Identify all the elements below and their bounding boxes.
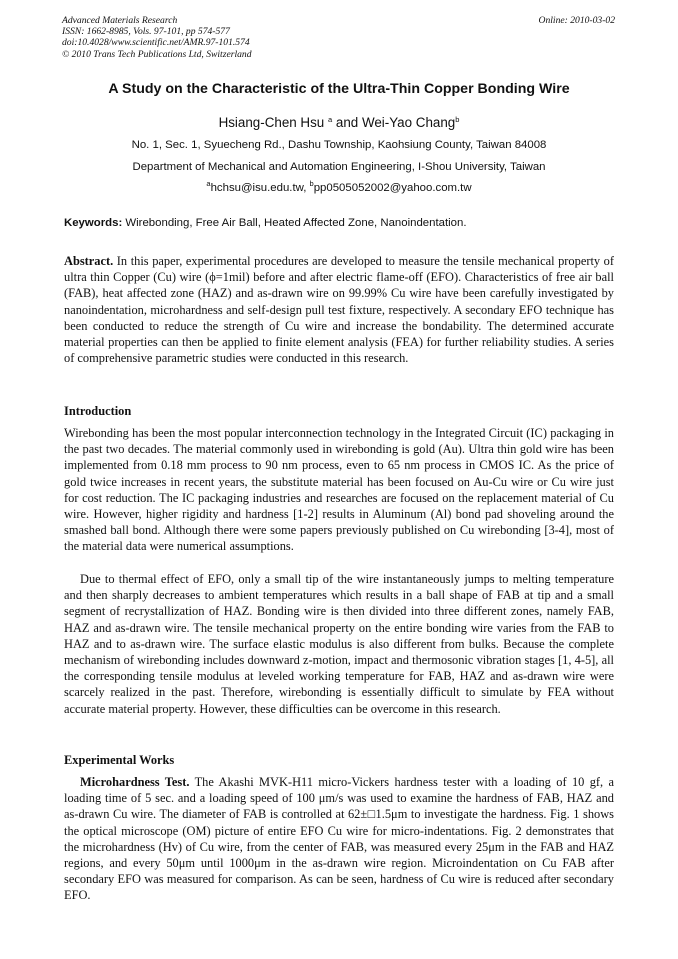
- email-a: hchsu@isu.edu.tw,: [210, 182, 310, 194]
- email-line: [0, 179, 678, 194]
- author-1-sup: a: [327, 115, 333, 124]
- introduction-heading: Introduction: [64, 404, 132, 418]
- abstract-text: In this paper, experimental procedures are developed to measure the tensile mechanical property of ultra thin Copper (Cu) wire (ϕ=1mil) before and after electric flame-off (EFO). Characteristics of free air ball (FAB), heat affected zone (HAZ) and as-drawn wire on 99.99% Cu wire have been carefully investigated by nanoindentation, microhardness and self-design pull test fixture, respectively. A secondary EFO technique has been conducted to reduce the strength of Cu wire and increase the bondability. The determined accurate material properties can then be applied to finite element analysis (FEA) for further reliability studies. A series of comprehensive parametric studies were conducted in this research.: [64, 254, 614, 366]
- keywords: [64, 217, 466, 229]
- email-b-sup: b: [309, 179, 314, 188]
- experimental-heading: Experimental Works: [64, 753, 175, 767]
- issn-line: ISSN: 1662-8985, Vols. 97-101, pp 574-577: [62, 26, 230, 38]
- microhardness-label: Microhardness Test.: [80, 775, 190, 789]
- email-a-sup: a: [206, 179, 211, 188]
- introduction-paragraph-2: Due to thermal effect of EFO, only a small tip of the wire instantaneously jumps to melting temperature and then sharply decreases to ambient temperatures which results in a ball shape of FAB at tip and a small segment of recrystallization of HAZ. Bonding wire is then divided into three different zones, namely FAB, HAZ and as-drawn wire. The tensile mechanical property on the entire bonding wire varies from the FAB to HAZ and to as-drawn wire. The surface elastic modulus is also different from bulks. Because the complete mechanism of wirebonding includes downward z-motion, impact and thermosonic vibration stages [1, 4-5], all the corresponding tensile modulus at leveled working temperature for FAB, HAZ and as-drawn wire were scarcely realized in the past. Therefore, wirebonding is essentially difficult to simulate by FEA without accurate material property. However, these difficulties can be overcome in this research.: [64, 572, 614, 716]
- doi-line: doi:10.4028/www.scientific.net/AMR.97-101.574: [62, 37, 250, 49]
- copyright-line: © 2010 Trans Tech Publications Ltd, Switzerland: [62, 48, 252, 60]
- keywords-label: Keywords:: [64, 217, 123, 229]
- email-b: pp0505052002@yahoo.com.tw: [313, 182, 472, 194]
- author-and: and: [332, 115, 362, 130]
- online-date: Online: 2010-03-02: [538, 15, 615, 26]
- introduction-paragraph-1: Wirebonding has been the most popular interconnection technology in the Integrated Circuit (IC) packaging in the past two decades. The material commonly used in wirebonding is gold (Au). Ultra thin gold wire has been implemented from 0.18 mm process to 90 nm process, even to 65 nm process in CMOS IC. As the price of gold twice increases in recent years, the substitute material has been focused on Au-Cu wire or Cu wire just for cost reduction. The IC packaging industries and researches are focused on the replacement material of Cu wire. However, higher rigidity and hardness [1-2] results in Aluminum (Al) bond pad shoveling around the smashed ball bond. Although there were some papers previously published on Cu wirebonding [3-4], most of the material data were numerical assumptions.: [64, 426, 614, 554]
- microhardness-text: The Akashi MVK-H11 micro-Vickers hardness tester with a loading of 10 gf, a loading time of 5 sec. and a loading speed of 100 μm/s was used to examine the hardness of FAB, HAZ and as-drawn Cu wire. The diameter of FAB is controlled at 62±□1.5μm to investigate the hardness. Fig. 1 shows the optical microscope (OM) picture of entire EFO Cu wire for micro-indentations. Fig. 2 demonstrates that the microhardness (Hv) of Cu wire, from the center of FAB, was measured every 25μm in the FAB and HAZ regions, and every 50μm until 1000μm in the as-drawn wire region. Microindentation on Cu FAB after secondary EFO was measured for comparison. As can be seen, hardness of Cu wire is reduced after secondary EFO.: [64, 775, 614, 903]
- abstract: [64, 253, 614, 366]
- journal-name: Advanced Materials Research: [62, 15, 178, 26]
- author-2-sup: b: [455, 115, 460, 124]
- affiliation-address: No. 1, Sec. 1, Syuecheng Rd., Dashu Township, Kaohsiung County, Taiwan 84008: [131, 139, 547, 151]
- abstract-label: Abstract.: [64, 254, 114, 268]
- paper-title: A Study on the Characteristic of the Ultra-Thin Copper Bonding Wire: [108, 81, 570, 97]
- affiliation-department: Department of Mechanical and Automation Engineering, I-Shou University, Taiwan: [132, 161, 546, 173]
- keywords-text: Wirebonding, Free Air Ball, Heated Affected Zone, Nanoindentation.: [122, 217, 467, 229]
- author-2: Wei-Yao Chang: [361, 115, 456, 130]
- microhardness-paragraph: [64, 774, 614, 904]
- journal-header: [62, 15, 252, 60]
- author-line: [0, 115, 678, 130]
- author-1: Hsiang-Chen Hsu: [218, 115, 325, 130]
